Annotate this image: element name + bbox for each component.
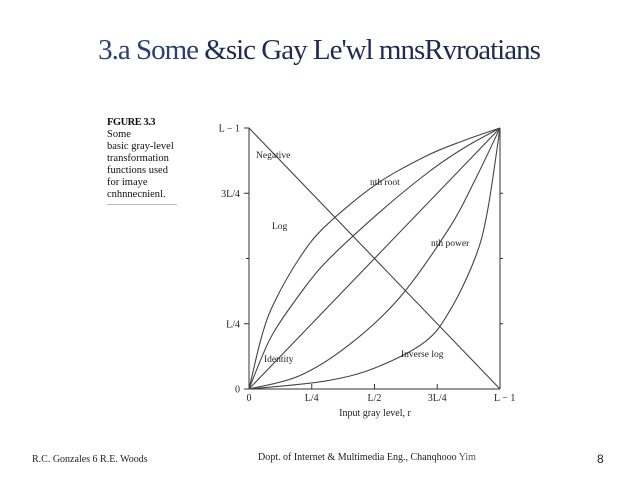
curve-label-identity: Identity xyxy=(264,355,294,365)
footer-author: Yim xyxy=(458,452,476,463)
figure-caption-tail: Some xyxy=(107,129,131,140)
figure-number: FGURE 3.3 xyxy=(107,117,155,128)
footer-authors: R.C. Gonzales 6 R.E. Woods xyxy=(32,454,148,465)
x-tick-label: L/2 xyxy=(367,393,382,404)
curve-label-nth-root: nth root xyxy=(370,178,400,188)
curve-label-nth-power: nth power xyxy=(431,239,470,249)
y-tick-label: 3L/4 xyxy=(221,188,240,200)
x-tick-label: L − 1 xyxy=(494,393,516,404)
x-tick-label: 0 xyxy=(246,393,252,404)
slide-title-part-b: &sic Gay Le'wl mnsRvroatians xyxy=(204,34,540,66)
y-tick-label: 0 xyxy=(235,384,240,396)
page-number: 8 xyxy=(597,452,604,466)
y-tick-label: L − 1 xyxy=(218,123,240,135)
footer-department-text: Dopt. of Internet & Multimedia Eng., Chanqhooo xyxy=(258,452,459,463)
curve-label-inverse-log: Inverse log xyxy=(401,350,444,360)
x-axis-label: Input gray level, r xyxy=(339,408,411,419)
chart-curves xyxy=(249,128,500,389)
slide-title-part-a: 3.a Some xyxy=(98,34,205,66)
curve-label-negative: Negative xyxy=(256,151,291,161)
footer-department xyxy=(258,452,476,463)
x-tick-label: 3L/4 xyxy=(427,393,447,404)
x-tick-label: L/4 xyxy=(304,393,319,404)
curve-label-log: Log xyxy=(272,222,288,232)
y-tick-label: L/4 xyxy=(226,319,240,331)
figure-caption-body: basic gray-level transformation functions used for imaye cnhnnecnienl. xyxy=(107,141,174,200)
